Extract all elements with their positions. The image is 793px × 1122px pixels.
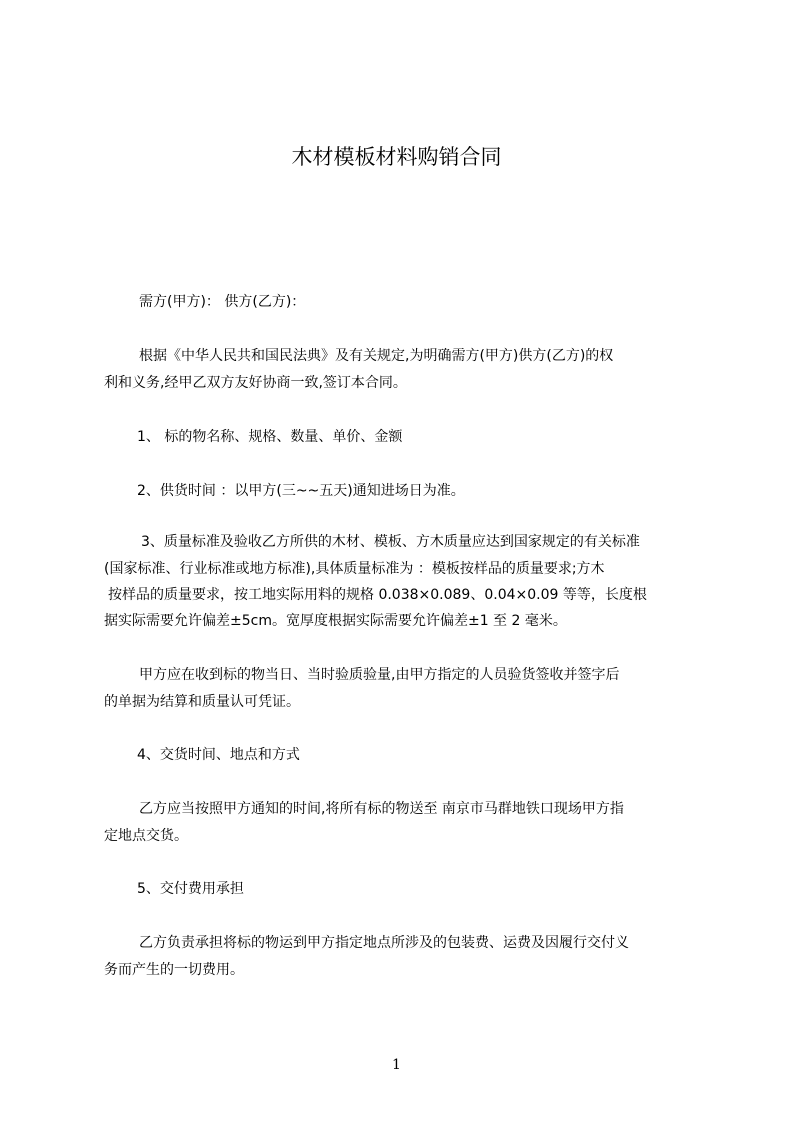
item5-body-line-1: 乙方负责承担将标的物运到甲方指定地点所涉及的包装费、运费及因履行交付义 (139, 935, 629, 951)
item5-body-line-2: 务而产生的一切费用。 (104, 962, 244, 978)
parties-line: 需方(甲方)： 供方(乙方)： (139, 294, 306, 310)
item3-line-3: 按样品的质量要求，按工地实际用料的规格 0.038×0.089、0.04×0.09 等等，长度根 (108, 587, 647, 603)
item2-heading: 2、供货时间 ：以甲方(三~~五天)通知进场日为准。 (137, 483, 465, 499)
item3-line-1: 3、质量标准及验收乙方所供的木材、模板、方木质量应达到国家规定的有关标准 (141, 534, 640, 550)
acceptance-line-2: 的单据为结算和质量认可凭证。 (104, 694, 300, 710)
acceptance-line-1: 甲方应在收到标的物当日、当时验质验量,由甲方指定的人员验货签收并签字后 (139, 667, 620, 683)
item3-line-4: 据实际需要允许偏差±5cm。宽厚度根据实际需要允许偏差±1 至 2 毫米。 (104, 613, 567, 629)
item1-heading: 1、 标的物名称、规格、数量、单价、金额 (137, 429, 403, 445)
item3-line-2: (国家标准、行业标准或地方标准),具体质量标准为 ：模板按样品的质量要求;方木 (104, 561, 605, 577)
document-title: 木材模板材料购销合同 (291, 145, 502, 169)
intro-line-2: 利和义务,经甲乙双方友好协商一致,签订本合同。 (104, 375, 407, 391)
page-number: 1 (392, 1057, 401, 1073)
item5-heading: 5、交付费用承担 (137, 881, 244, 897)
item4-heading: 4、交货时间、地点和方式 (137, 747, 300, 763)
item4-body-line-1: 乙方应当按照甲方通知的时间,将所有标的物送至 南京市马群地铁口现场甲方指 (139, 801, 624, 817)
intro-line-1: 根据《中华人民共和国民法典》及有关规定,为明确需方(甲方)供方(乙方)的权 (139, 348, 614, 364)
item4-body-line-2: 定地点交货。 (104, 828, 188, 844)
